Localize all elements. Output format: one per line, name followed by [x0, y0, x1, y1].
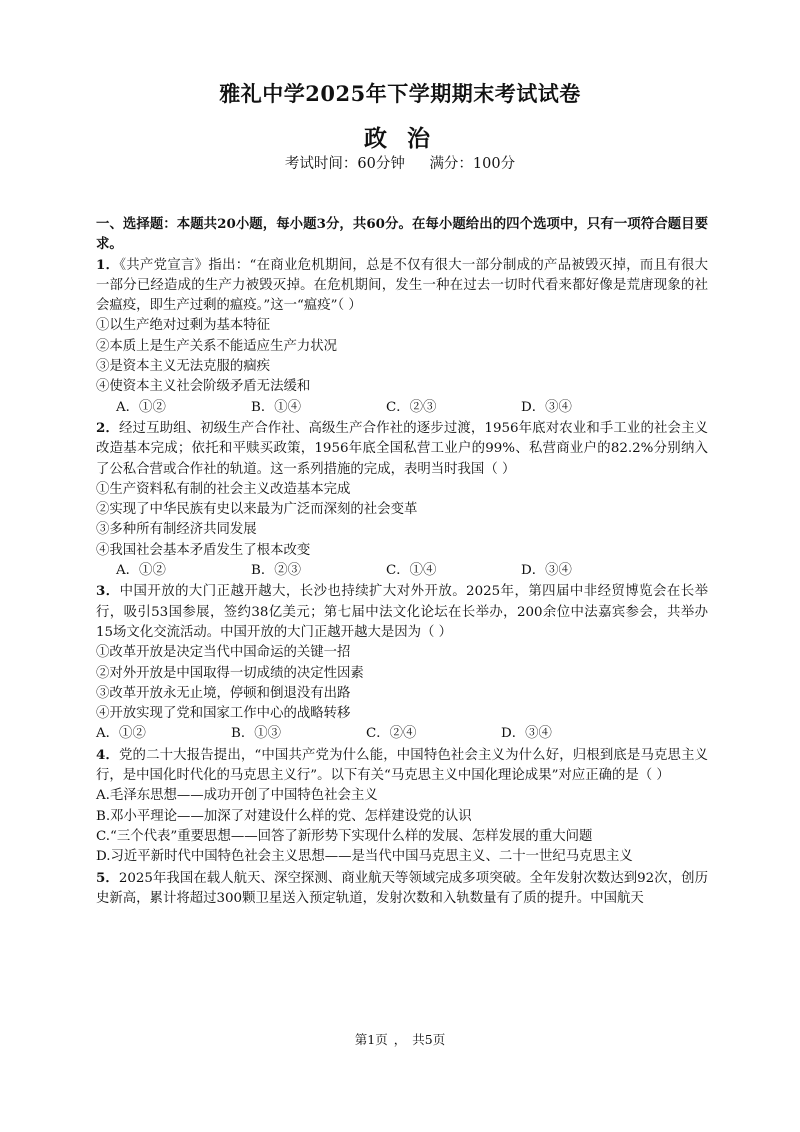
option-d: D．③④	[521, 563, 572, 579]
question-number: 1．	[96, 256, 120, 273]
question-stem	[96, 745, 708, 787]
question-number: 2．	[96, 419, 119, 436]
statement-3: ③改革开放永无止境，停顿和倒退没有出路	[96, 685, 351, 701]
statement-3: ③多种所有制经济共同发展	[96, 522, 257, 538]
option-c: C．①④	[386, 563, 437, 579]
choice-d: D.习近平新时代中国特色社会主义思想——是当代中国马克思主义、二十一世纪马克思主义	[96, 849, 633, 865]
option-c: C．②④	[366, 726, 417, 742]
statement-1: ①改革开放是决定当代中国命运的关键一招	[96, 645, 351, 661]
options-row	[96, 398, 708, 418]
option-b: B．②③	[251, 563, 302, 579]
question-number: 3．	[96, 583, 120, 600]
page-number: 第1页	[354, 1032, 388, 1047]
question-2	[96, 418, 708, 581]
choice-a: A.毛泽东思想——成功开创了中国特色社会主义	[96, 788, 378, 804]
statement-2: ②实现了中华民族有史以来最为广泛而深刻的社会变革	[96, 502, 418, 518]
exam-content	[96, 214, 708, 909]
question-text: 2025年我国在载人航天、深空探测、商业航天等领域完成多项突破。全年发射次数达到92次，创历史新高，累计将超过300颗卫星送入预定轨道，发射次数和入轨数量有了质的提升。中国航天	[96, 870, 708, 906]
section-heading: 一、选择题：本题共20小题，每小题3分，共60分。在每小题给出的四个选项中，只有一项符合题目要求。	[96, 216, 708, 253]
question-1	[96, 255, 708, 418]
statement-2: ②本质上是生产关系不能适应生产力状况	[96, 338, 338, 354]
subject-title: 政 治	[363, 125, 436, 152]
question-stem	[96, 581, 708, 643]
question-stem	[96, 868, 708, 910]
option-a: A．①②	[116, 399, 166, 415]
footer-separator: ，	[393, 1032, 407, 1047]
exam-title: 雅礼中学2025年下学期期末考试试卷	[219, 81, 581, 106]
options-row	[96, 724, 708, 744]
question-5	[96, 868, 708, 910]
statement-1: ①生产资料私有制的社会主义改造基本完成	[96, 481, 351, 497]
question-text: 《共产党宣言》指出：“在商业危机期间，总是不仅有很大一部分制成的产品被毁灭掉，而且有很大一部分已经造成的生产力被毁灭掉。在危机期间，发生一种在过去一切时代看来都好像是荒唐现象的社会瘟疫，即生产过剩的瘟疫。”这一“瘟疫”（ ）	[96, 257, 708, 314]
statement-4: ④我国社会基本矛盾发生了根本改变	[96, 542, 311, 558]
option-d: D．③④	[521, 399, 572, 415]
option-a: A．①②	[96, 726, 146, 742]
statement-4: ④开放实现了党和国家工作中心的战略转移	[96, 706, 351, 722]
statement-2: ②对外开放是中国取得一切成绩的决定性因素	[96, 665, 364, 681]
option-c: C．②③	[386, 399, 437, 415]
choice-b: B.邓小平理论——加深了对建设什么样的党、怎样建设党的认识	[96, 808, 472, 824]
exam-time: 考试时间：60分钟	[284, 156, 405, 172]
question-3	[96, 581, 708, 744]
statement-3: ③是资本主义无法克服的痼疾	[96, 359, 271, 375]
page-footer	[0, 1030, 800, 1048]
option-d: D．③④	[501, 726, 552, 742]
question-4	[96, 745, 708, 868]
choice-c: C.“三个代表”重要思想——回答了新形势下实现什么样的发展、怎样发展的重大问题	[96, 828, 593, 844]
question-text: 中国开放的大门正越开越大，长沙也持续扩大对外开放。2025年，第四届中非经贸博览会在长举行，吸引53国参展，签约38亿美元；第七届中法文化论坛在长举办，200余位中法嘉宾参会，共举办15场文化交流活动。中国开放的大门正越开越大是因为（ ）	[96, 584, 708, 640]
page-total: 共5页	[412, 1032, 446, 1047]
question-text: 经过互助组、初级生产合作社、高级生产合作社的逐步过渡，1956年底对农业和手工业的社会主义改造基本完成；依托和平赎买政策，1956年底全国私营工业户的99%、私营商业户的82.2%分别纳入了公私合营或合作社的轨道。这一系列措施的完成，表明当时我国（ ）	[96, 420, 708, 477]
question-text: 党的二十大报告提出，“中国共产党为什么能，中国特色社会主义为什么好，归根到底是马克思主义行，是中国化时代化的马克思主义行”。以下有关“马克思主义中国化理论成果”对应正确的是（ ）	[96, 747, 709, 784]
statement-1: ①以生产绝对过剩为基本特征	[96, 318, 271, 334]
question-number: 5．	[96, 869, 119, 886]
exam-info	[0, 152, 800, 173]
question-stem	[96, 255, 708, 317]
statement-4: ④使资本主义社会阶级矛盾无法缓和	[96, 379, 311, 395]
question-stem	[96, 418, 708, 480]
option-a: A．①②	[116, 563, 166, 579]
question-number: 4．	[96, 746, 120, 763]
options-row	[96, 561, 708, 581]
option-b: B．①③	[231, 726, 282, 742]
option-b: B．①④	[251, 399, 302, 415]
exam-score: 满分：100分	[429, 156, 516, 172]
